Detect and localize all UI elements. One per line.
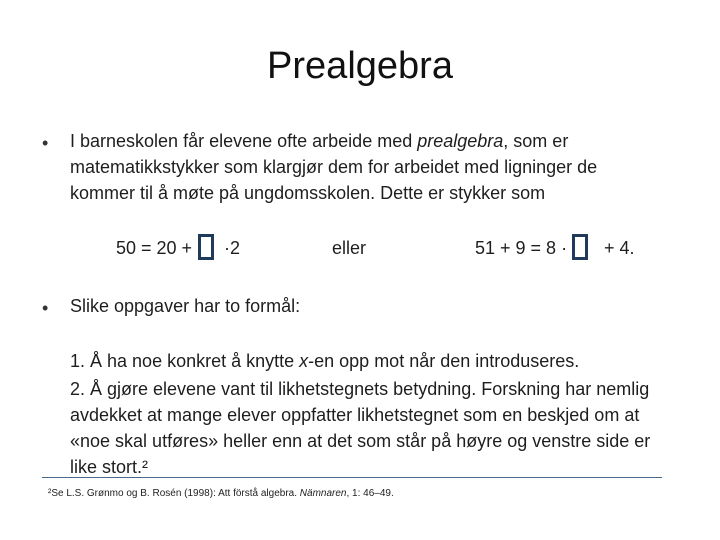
footnote-divider <box>42 477 662 478</box>
prealgebra-term: prealgebra <box>417 131 504 151</box>
equation-2-left: 51 + 9 = 8 · <box>475 238 568 258</box>
variable-x: x <box>299 351 309 371</box>
equation-2-blank-box <box>572 234 588 260</box>
purpose-2: 2. Å gjøre elevene vant til likhetstegnets betydning. Forskning har nemlig avdekket at mange elever oppfatter likhetstegnet som en beskjed om at «noe skal utføres» heller enn at det som står på høyre og venstre side er like stort.² <box>70 379 651 477</box>
footnote <box>48 488 394 499</box>
footnote-citation: ²Se L.S. Grønmo og B. Rosén (1998): Att förstå algebra. <box>48 488 300 499</box>
bullet-marker: • <box>42 133 49 153</box>
footnote-pages: , 1: 46–49. <box>346 488 394 499</box>
intro-text-start: I barneskolen får elevene ofte arbeide med <box>70 131 418 151</box>
equation-1-blank-box <box>198 234 214 260</box>
purposes-heading: Slike oppgaver har to formål: <box>70 296 301 316</box>
bullet-marker: • <box>42 298 49 318</box>
intro-paragraph <box>70 128 645 206</box>
intro-text-end: , som er matematikkstykker som klargjør dem for arbeidet med ligninger de kommer til å møte på ungdomsskolen. Dette er stykker som <box>70 131 598 203</box>
slide-title: Prealgebra <box>267 45 453 87</box>
purpose-1-start: 1. Å ha noe konkret å knytte <box>70 351 300 371</box>
equation-1-left: 50 = 20 + <box>116 238 193 258</box>
footnote-journal: Nämnaren <box>299 488 347 499</box>
purpose-1-end: -en opp mot når den introduseres. <box>308 351 580 371</box>
equation-2-right: + 4. <box>604 238 635 258</box>
equation-connector: eller <box>332 238 367 258</box>
purpose-1 <box>70 348 660 374</box>
equation-1-right: ·2 <box>224 238 241 258</box>
